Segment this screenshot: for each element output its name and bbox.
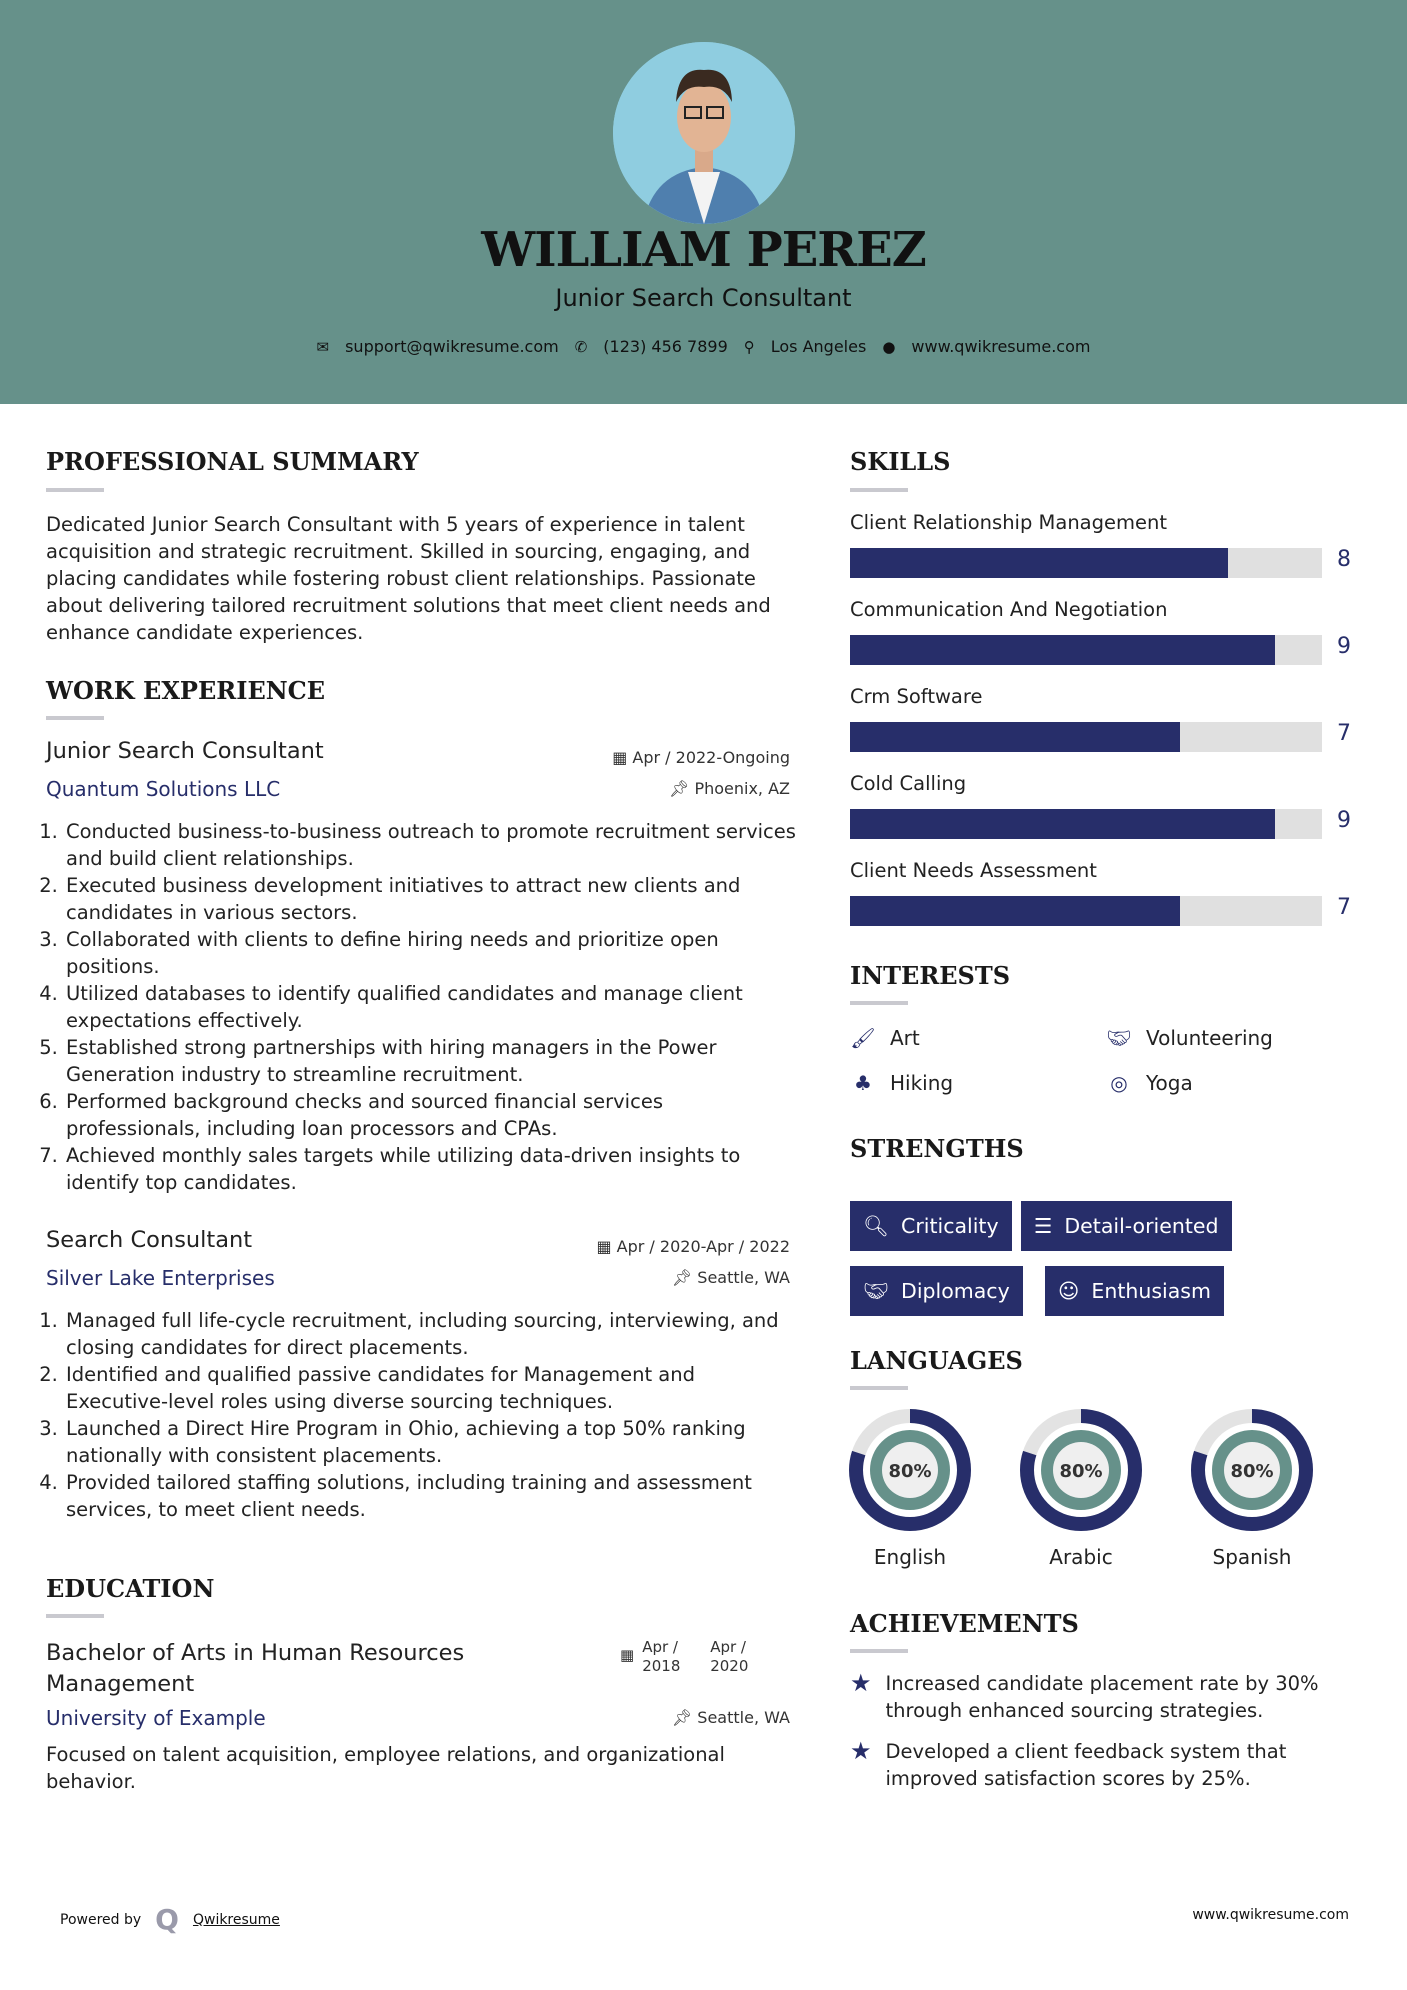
- language-percent: 80%: [1230, 1461, 1274, 1482]
- skill-value: 7: [1337, 721, 1351, 746]
- summary-text: Dedicated Junior Search Consultant with 5 years of experience in talent acquisition and strategic recruitment. Skilled in sourcing, engaging, and placing candidates while fostering robust client relationships. Passionate about delivering tailored recruitment solutions that meet client needs and enhance candidate experiences.: [46, 513, 771, 644]
- job-bullet: 4. Utilized databases to identify qualified candidates and manage client expectations effectively.: [64, 980, 796, 1034]
- dates-text: Apr / 2022-Ongoing: [632, 748, 790, 767]
- job-location: [669, 779, 790, 798]
- skill-bar: [850, 548, 1322, 578]
- location-text: Los Angeles: [770, 337, 867, 356]
- language-name: English: [873, 1545, 947, 1569]
- strength-tag: [1045, 1266, 1224, 1316]
- divider: [46, 716, 104, 720]
- globe-icon: ●: [882, 337, 896, 356]
- interests-heading: INTERESTS: [850, 961, 1011, 990]
- divider: [46, 488, 104, 492]
- pin-icon: 📌︎: [671, 1708, 698, 1727]
- job-bullet: 3. Launched a Direct Hire Program in Ohio, achieving a top 50% ranking nationally with consistent placements.: [64, 1415, 796, 1469]
- divider: [46, 1614, 104, 1618]
- language-percent: 80%: [888, 1461, 932, 1482]
- education-location: [672, 1708, 790, 1727]
- star-icon: ★: [850, 1737, 872, 1765]
- job-bullet: 4. Provided tailored staffing solutions, including training and assessment services, to meet client needs.: [64, 1469, 796, 1523]
- strength-tag: [850, 1201, 1012, 1251]
- divider: [850, 1386, 908, 1390]
- powered-by-text: Powered by: [60, 1911, 142, 1928]
- email-link[interactable]: support@qwikresume.com: [345, 337, 559, 356]
- language-ring: [1191, 1409, 1313, 1531]
- job-bullet: 3. Collaborated with clients to define hiring needs and prioritize open positions.: [64, 926, 796, 980]
- location-text: Seattle, WA: [697, 1268, 790, 1287]
- degree-title: Bachelor of Arts in Human Resources Management: [46, 1640, 465, 1697]
- education-dates: [620, 1638, 770, 1676]
- job-dates: [596, 1237, 790, 1256]
- skill-bar-fill: [850, 896, 1180, 926]
- language-percent: 80%: [1059, 1461, 1103, 1482]
- job-bullets: [46, 1307, 796, 1523]
- interest-label: Volunteering: [1146, 1026, 1273, 1050]
- company-name: Quantum Solutions LLC: [46, 777, 281, 801]
- education-heading: EDUCATION: [46, 1574, 215, 1603]
- divider: [850, 1649, 908, 1653]
- skill-bar-fill: [850, 722, 1180, 752]
- skill-bar-fill: [850, 809, 1275, 839]
- strength-tag: [850, 1266, 1023, 1316]
- list-icon: ☰: [1034, 1214, 1053, 1238]
- interest-label: Yoga: [1146, 1071, 1193, 1095]
- calendar-icon: ▦: [596, 1237, 617, 1256]
- achievements-heading: ACHIEVEMENTS: [850, 1609, 1079, 1638]
- language-ring: [849, 1409, 971, 1531]
- language-name: Arabic: [1049, 1545, 1113, 1569]
- skill-bar-fill: [850, 548, 1228, 578]
- summary-heading: PROFESSIONAL SUMMARY: [46, 447, 419, 476]
- pin-icon: 📌︎: [669, 779, 695, 798]
- smile-icon: ☺: [1058, 1279, 1080, 1303]
- interest-hiking: [850, 1071, 953, 1095]
- footer-site[interactable]: www.qwikresume.com: [1192, 1907, 1349, 1923]
- start-date: Apr / 2018: [642, 1638, 681, 1675]
- paintbrush-icon: 🖌︎: [850, 1026, 876, 1050]
- skill-name: Client Relationship Management: [850, 511, 1168, 534]
- job-bullet: 7. Achieved monthly sales targets while utilizing data-driven insights to identify top candidates.: [64, 1142, 796, 1196]
- skill-name: Crm Software: [850, 685, 983, 708]
- languages-heading: LANGUAGES: [850, 1346, 1023, 1375]
- skill-value: 7: [1337, 895, 1351, 920]
- tree-icon: ♣: [854, 1071, 872, 1095]
- achievement-text: Increased candidate placement rate by 30% through enhanced sourcing strategies.: [885, 1672, 1319, 1722]
- job-bullet: 1. Managed full life-cycle recruitment, including sourcing, interviewing, and closing candidates for direct placements.: [64, 1307, 796, 1361]
- job-bullets: [46, 818, 796, 1196]
- calendar-icon: ▦: [620, 1646, 635, 1664]
- strength-tag: [1021, 1201, 1232, 1251]
- interest-label: Hiking: [890, 1071, 954, 1095]
- phone-text: (123) 456 7899: [603, 337, 728, 356]
- skill-name: Communication And Negotiation: [850, 598, 1168, 621]
- job-title: Junior Search Consultant: [46, 738, 324, 764]
- skill-name: Cold Calling: [850, 772, 967, 795]
- interest-volunteering: [1106, 1026, 1273, 1050]
- skill-bar: [850, 635, 1322, 665]
- language-ring: [1020, 1409, 1142, 1531]
- envelope-icon: ✉: [316, 337, 330, 356]
- phone-icon: ✆: [574, 337, 588, 356]
- skill-bar-fill: [850, 635, 1275, 665]
- end-date: Apr / 2020: [710, 1638, 749, 1675]
- achievement-text: Developed a client feedback system that improved satisfaction scores by 25%.: [885, 1740, 1287, 1790]
- contact-bar: [0, 337, 1407, 356]
- divider: [850, 488, 908, 492]
- strength-label: Criticality: [901, 1214, 999, 1238]
- strength-label: Diplomacy: [901, 1279, 1010, 1303]
- achievement-item: [850, 1670, 1370, 1724]
- achievement-item: [850, 1738, 1370, 1792]
- search-icon: 🔍︎: [863, 1213, 890, 1238]
- skill-value: 9: [1337, 808, 1351, 833]
- header: [0, 0, 1407, 404]
- job-bullet: 5. Established strong partnerships with hiring managers in the Power Generation industry to streamline recruitment.: [64, 1034, 796, 1088]
- education-description: Focused on talent acquisition, employee relations, and organizational behavior.: [46, 1743, 725, 1793]
- footer-powered: [60, 1903, 280, 1936]
- candidate-title: Junior Search Consultant: [555, 284, 852, 312]
- handshake-icon: 🤝︎: [863, 1278, 890, 1303]
- strength-label: Detail-oriented: [1064, 1214, 1219, 1238]
- dates-text: Apr / 2020-Apr / 2022: [616, 1237, 790, 1256]
- job-bullet: 1. Conducted business-to-business outreach to promote recruitment services and build client relationships.: [64, 818, 796, 872]
- job-bullet: 2. Identified and qualified passive candidates for Management and Executive-level roles using diverse sourcing techniques.: [64, 1361, 796, 1415]
- avatar: [613, 42, 795, 224]
- candidate-name: WILLIAM PEREZ: [481, 222, 926, 278]
- job-location: [672, 1268, 790, 1287]
- website-link[interactable]: www.qwikresume.com: [911, 337, 1091, 356]
- experience-heading: WORK EXPERIENCE: [46, 676, 326, 705]
- map-pin-icon: ⚲: [743, 337, 755, 356]
- skill-name: Client Needs Assessment: [850, 859, 1097, 882]
- star-icon: ★: [850, 1669, 872, 1697]
- job-bullet: 6. Performed background checks and sourced financial services professionals, including loan processors and CPAs.: [64, 1088, 796, 1142]
- skills-heading: SKILLS: [850, 447, 951, 476]
- skill-bar: [850, 896, 1322, 926]
- calendar-icon: ▦: [612, 748, 633, 767]
- interest-art: [850, 1026, 920, 1050]
- language-name: Spanish: [1212, 1545, 1292, 1569]
- job-title: Search Consultant: [46, 1227, 253, 1253]
- location-text: Seattle, WA: [697, 1708, 790, 1727]
- skill-bar: [850, 809, 1322, 839]
- pin-icon: 📌︎: [671, 1268, 698, 1287]
- skill-value: 9: [1337, 634, 1351, 659]
- interest-label: Art: [890, 1026, 920, 1050]
- skill-value: 8: [1337, 547, 1351, 572]
- company-name: Silver Lake Enterprises: [46, 1266, 275, 1290]
- location-text: Phoenix, AZ: [694, 779, 790, 798]
- school-name: University of Example: [46, 1706, 266, 1730]
- job-bullet: 2. Executed business development initiatives to attract new clients and candidates in various sectors.: [64, 872, 796, 926]
- skill-bar: [850, 722, 1322, 752]
- handshake-icon: 🤝︎: [1106, 1026, 1132, 1050]
- qwikresume-logo-icon: Q: [155, 1903, 179, 1936]
- lifebuoy-icon: ◎: [1110, 1071, 1128, 1095]
- divider: [850, 1001, 908, 1005]
- qwikresume-link[interactable]: Qwikresume: [192, 1911, 280, 1928]
- strength-label: Enthusiasm: [1091, 1279, 1211, 1303]
- job-dates: [612, 748, 790, 767]
- interest-yoga: [1106, 1071, 1193, 1095]
- strengths-heading: STRENGTHS: [850, 1134, 1024, 1163]
